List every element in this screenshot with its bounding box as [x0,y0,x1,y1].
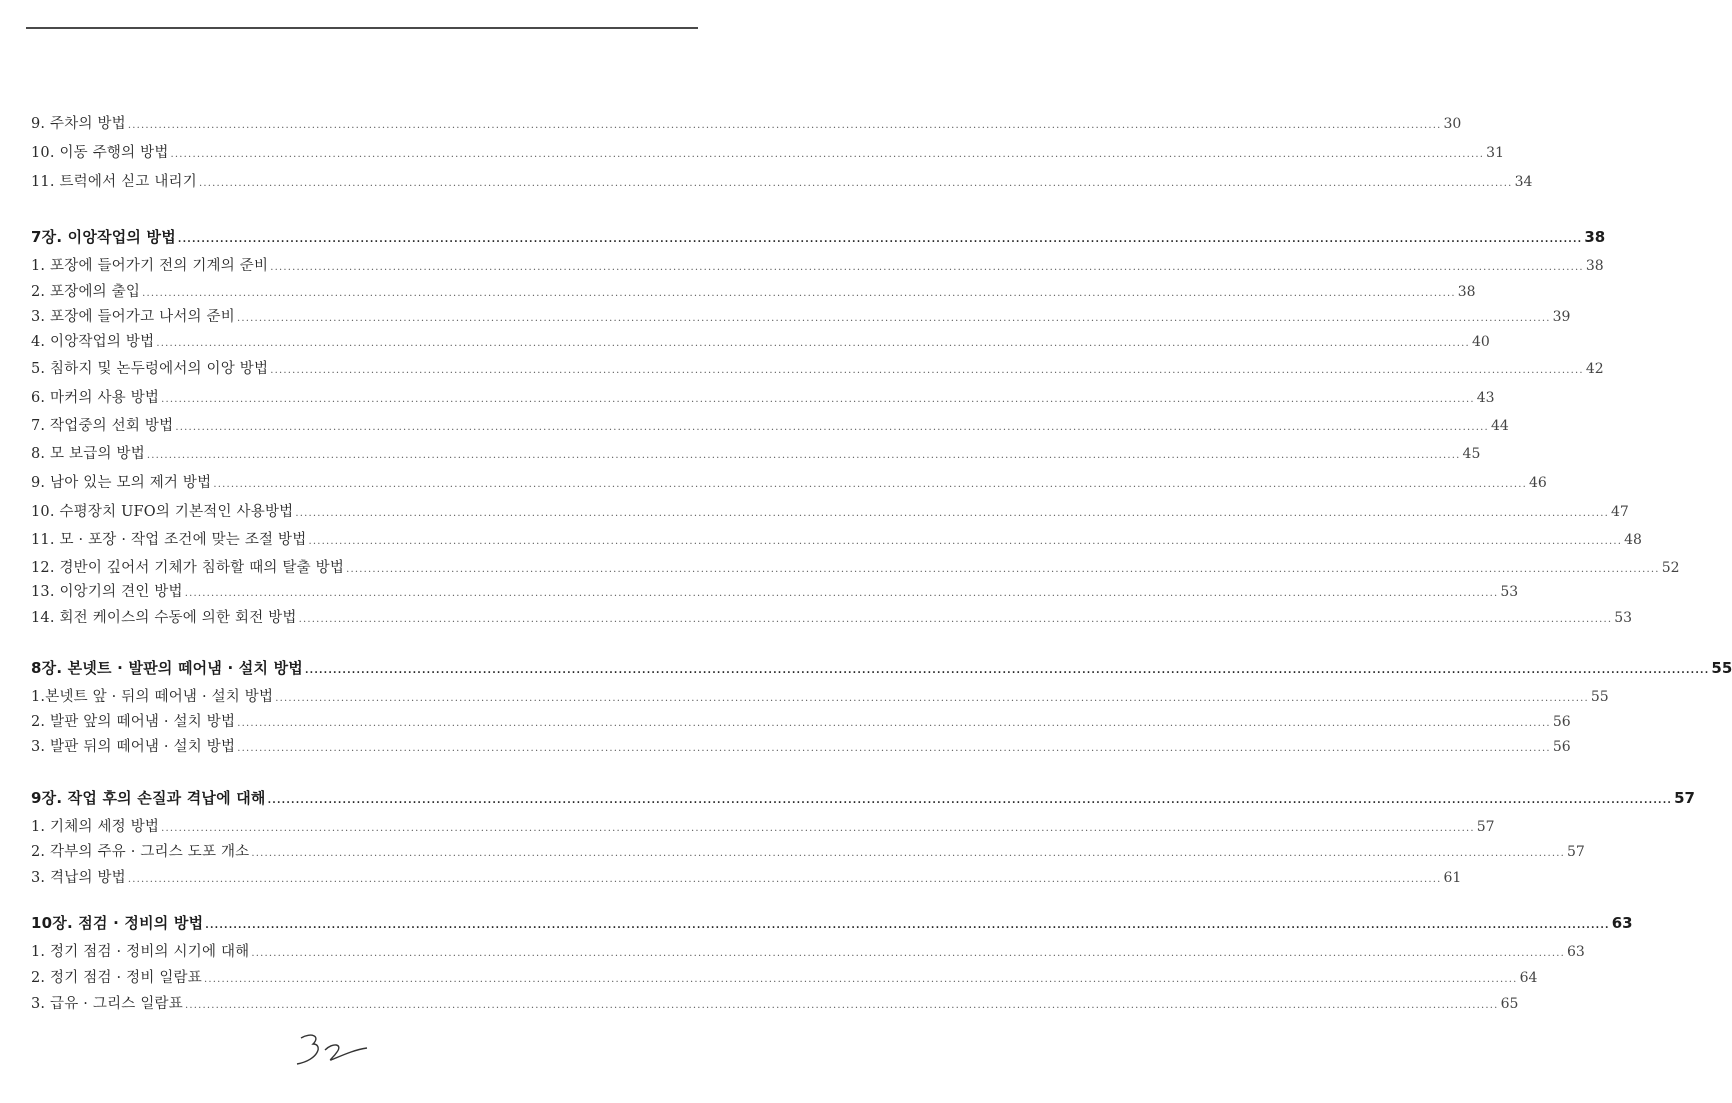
dot-leader: ............................................................................................................................................................................................................................................................................................................ [270,262,1584,273]
chapter-row [31,226,1606,250]
dot-leader: ............................................................................................................................................................................................................................................................................................................ [184,588,1499,599]
page-number: 55 [1711,659,1732,677]
page-number: 47 [1610,504,1629,520]
entry-title: 1.본넷트 앞 · 뒤의 떼어냄 · 설치 방법 [31,689,274,705]
chapter-title: 8장. 본넷트 · 발판의 떼어냄 · 설치 방법 [31,659,303,677]
toc-entry [31,280,1476,304]
page-number: 65 [1500,996,1519,1012]
page-number: 46 [1528,475,1547,491]
toc-entry [31,940,1585,964]
entry-title: 6. 마커의 사용 방법 [31,390,160,406]
page-number: 55 [1590,689,1609,705]
page-number: 64 [1519,970,1538,986]
toc-entry [31,414,1509,438]
page-number: 42 [1585,361,1604,377]
page-number: 56 [1552,739,1571,755]
top-rule [26,27,698,29]
dot-leader: ............................................................................................................................................................................................................................................................................................................ [127,120,1442,131]
page-number: 48 [1624,532,1642,548]
dot-leader: ............................................................................................................................................................................................................................................................................................................ [177,234,1583,245]
entry-title: 9. 남아 있는 모의 제거 방법 [31,475,212,491]
entry-title: 7. 작업중의 선회 방법 [31,418,174,434]
dot-leader: ............................................................................................................................................................................................................................................................................................................ [184,1000,1499,1011]
entry-title: 8. 모 보급의 방법 [31,446,145,462]
entry-title: 10. 이동 주행의 방법 [31,145,169,161]
dot-leader: ............................................................................................................................................................................................................................................................................................................ [237,743,1551,754]
chapter-title: 7장. 이앙작업의 방법 [31,228,176,246]
toc-entry [31,141,1504,165]
page-number: 44 [1490,418,1509,434]
page-number: 63 [1611,914,1633,932]
chapter-row [31,912,1633,936]
dot-leader: ............................................................................................................................................................................................................................................................................................................ [270,365,1584,376]
toc-entry [31,442,1481,466]
dot-leader: ............................................................................................................................................................................................................................................................................................................ [175,422,1489,433]
toc-entry [31,254,1604,278]
toc-entry [31,500,1629,524]
dot-leader: ............................................................................................................................................................................................................................................................................................................ [346,564,1660,575]
entry-title: 14. 회전 케이스의 수동에 의한 회전 방법 [31,610,297,626]
entry-title: 2. 발판 앞의 떼어냄 · 설치 방법 [31,714,236,730]
page-number: 53 [1614,610,1633,626]
entry-title: 9. 주차의 방법 [31,116,126,132]
dot-leader: ............................................................................................................................................................................................................................................................................................................ [237,718,1551,729]
toc-entry [31,330,1490,354]
page-number: 57 [1674,789,1695,807]
toc-entry [31,992,1519,1016]
dot-leader: ............................................................................................................................................................................................................................................................................................................ [304,665,1710,676]
entry-title: 11. 트럭에서 싣고 내리기 [31,174,197,190]
toc-entry [31,815,1495,839]
toc-entry [31,606,1633,630]
entry-title: 5. 침하지 및 논두렁에서의 이앙 방법 [31,361,269,377]
entry-title: 1. 정기 점검 · 정비의 시기에 대해 [31,944,250,960]
toc-entry [31,305,1571,329]
dot-leader: ............................................................................................................................................................................................................................................................................................................ [251,848,1566,859]
dot-leader: ............................................................................................................................................................................................................................................................................................................ [198,178,1513,189]
chapter-title: 9장. 작업 후의 손질과 격납에 대해 [31,789,266,807]
dot-leader: ............................................................................................................................................................................................................................................................................................................ [295,508,1609,519]
page-number: 45 [1462,446,1481,462]
entry-title: 1. 기체의 세정 방법 [31,819,160,835]
entry-title: 4. 이앙작업의 방법 [31,334,155,350]
page-number: 38 [1457,284,1476,300]
dot-leader: ............................................................................................................................................................................................................................................................................................................ [146,450,1461,461]
entry-title: 12. 경반이 깊어서 기체가 침하할 때의 탈출 방법 [31,560,345,576]
page-number: 31 [1486,145,1504,161]
page-number: 56 [1552,714,1571,730]
dot-leader: ............................................................................................................................................................................................................................................................................................................ [205,920,1610,931]
entry-title: 2. 포장에의 출입 [31,284,141,300]
dot-leader: ............................................................................................................................................................................................................................................................................................................ [236,313,1551,324]
entry-title: 3. 발판 뒤의 떼어냄 · 설치 방법 [31,739,236,755]
toc-entry [31,735,1571,759]
handwritten-page-number [293,1030,373,1070]
page-number: 57 [1567,844,1585,860]
toc-entry [31,866,1462,890]
dot-leader: ............................................................................................................................................................................................................................................................................................................ [142,288,1456,299]
page-number: 63 [1567,944,1585,960]
dot-leader: ............................................................................................................................................................................................................................................................................................................ [213,479,1527,490]
page-number: 34 [1514,174,1533,190]
entry-title: 3. 격납의 방법 [31,870,126,886]
toc-entry [31,966,1538,990]
entry-title: 1. 포장에 들어가기 전의 기계의 준비 [31,258,269,274]
toc-entry [31,710,1571,734]
chapter-title: 10장. 점검 · 정비의 방법 [31,914,204,932]
page-number: 38 [1585,258,1604,274]
dot-leader: ............................................................................................................................................................................................................................................................................................................ [170,149,1485,160]
entry-title: 13. 이앙기의 견인 방법 [31,584,183,600]
dot-leader: ............................................................................................................................................................................................................................................................................................................ [308,536,1623,547]
dot-leader: ............................................................................................................................................................................................................................................................................................................ [161,823,1475,834]
chapter-row [31,787,1695,811]
page-number: 30 [1443,116,1462,132]
dot-leader: ............................................................................................................................................................................................................................................................................................................ [267,795,1673,806]
entry-title: 2. 정기 점검 · 정비 일람표 [31,970,202,986]
toc-entry [31,357,1604,381]
entry-title: 3. 포장에 들어가고 나서의 준비 [31,309,235,325]
toc-entry [31,580,1519,604]
toc-entry [31,840,1585,864]
dot-leader: ............................................................................................................................................................................................................................................................................................................ [127,874,1442,885]
dot-leader: ............................................................................................................................................................................................................................................................................................................ [203,974,1518,985]
toc-entry [31,386,1495,410]
entry-title: 10. 수평장치 UFO의 기본적인 사용방법 [31,504,294,520]
toc-entry [31,685,1609,709]
dot-leader: ............................................................................................................................................................................................................................................................................................................ [251,948,1566,959]
page-number: 43 [1476,390,1495,406]
dot-leader: ............................................................................................................................................................................................................................................................................................................ [275,693,1589,704]
dot-leader: ............................................................................................................................................................................................................................................................................................................ [161,394,1475,405]
page-number: 61 [1443,870,1462,886]
entry-title: 3. 급유 · 그리스 일람표 [31,996,183,1012]
toc-entry [31,112,1462,136]
page-number: 53 [1500,584,1519,600]
page-number: 38 [1584,228,1606,246]
entry-title: 2. 각부의 주유 · 그리스 도포 개소 [31,844,250,860]
dot-leader: ............................................................................................................................................................................................................................................................................................................ [156,338,1470,349]
page-number: 40 [1471,334,1490,350]
page-number: 57 [1476,819,1495,835]
entry-title: 11. 모 · 포장 · 작업 조건에 맞는 조절 방법 [31,532,307,548]
toc-entry [31,471,1547,495]
toc-entry [31,556,1680,580]
toc-entry [31,170,1533,194]
toc-entry [31,528,1642,552]
page-number: 39 [1552,309,1571,325]
page-number: 52 [1661,560,1680,576]
dot-leader: ............................................................................................................................................................................................................................................................................................................ [298,614,1613,625]
chapter-row [31,657,1732,681]
